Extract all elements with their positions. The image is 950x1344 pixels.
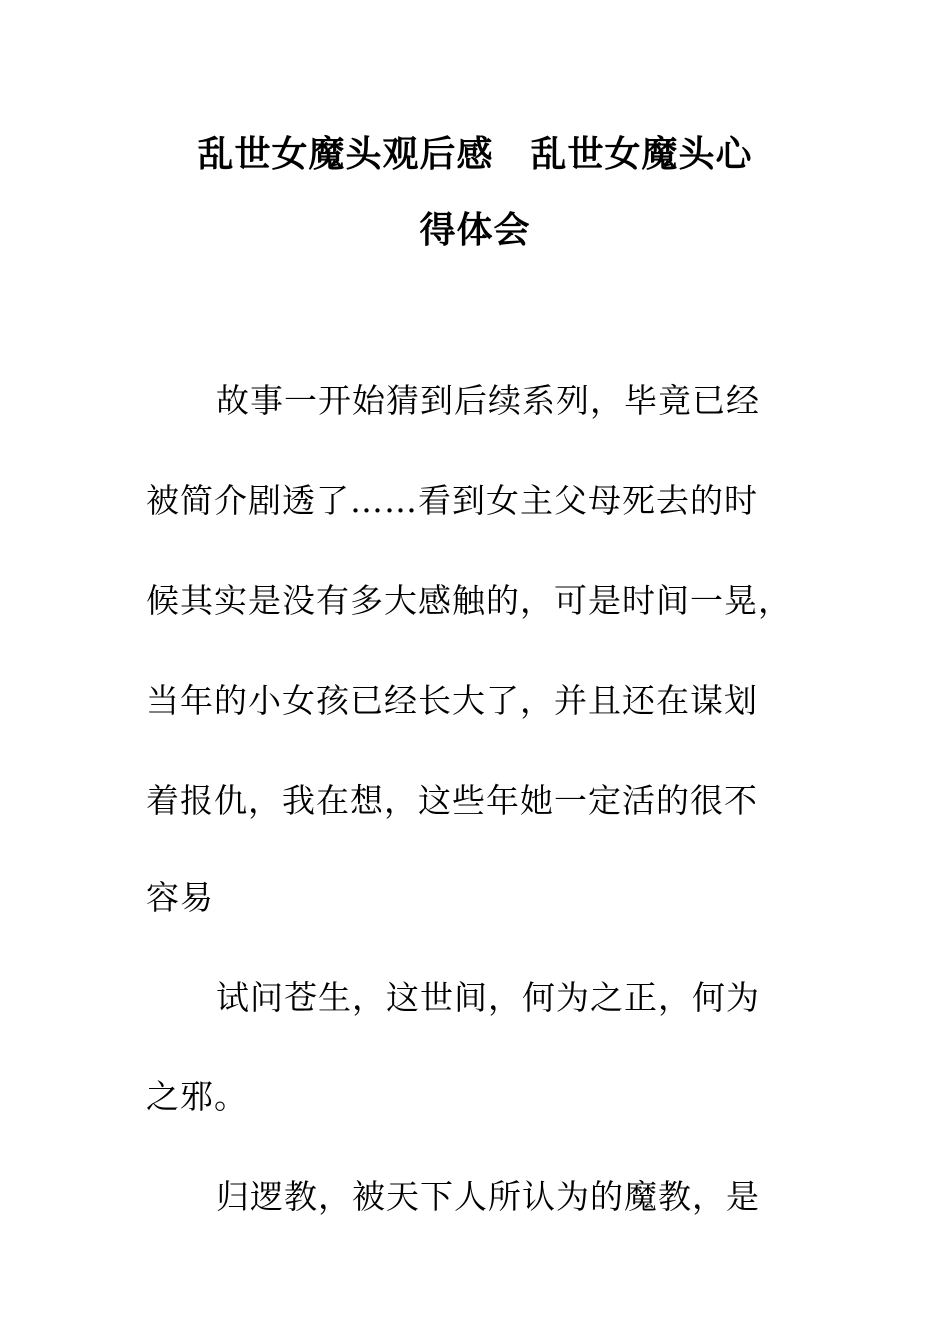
paragraph-1-line-2: 被简介剧透了……看到女主父母死去的时 [146,481,758,520]
paragraph-3-line-1: 归逻教，被天下人所认为的魔教，是 [216,1177,760,1216]
paragraph-1-line-4: 当年的小女孩已经长大了，并且还在谋划 [146,681,758,720]
paragraph-2-line-2: 之邪。 [146,1077,248,1116]
paragraph-1-line-5: 着报仇，我在想，这些年她一定活的很不 [146,781,758,820]
paragraph-2-line-1: 试问苍生，这世间，何为之正，何为 [216,978,760,1017]
paragraph-1-line-3: 候其实是没有多大感触的，可是时间一晃， [146,581,792,620]
paragraph-1-line-6: 容易 [146,878,214,917]
document-title-line1: 乱世女魔头观后感 乱世女魔头心 [197,133,753,175]
document-title-line2: 得体会 [419,209,531,251]
paragraph-1-line-1: 故事一开始猜到后续系列，毕竟已经 [216,381,760,420]
